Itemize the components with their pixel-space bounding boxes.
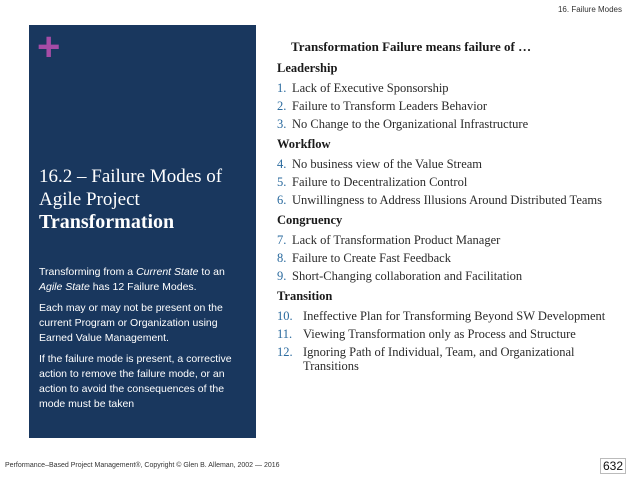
agile-state-term: Agile State [39,281,90,293]
plus-icon: + [37,25,61,69]
item-number: 5. [277,175,287,189]
item-number: 11. [277,327,293,341]
item-number: 6. [277,193,287,207]
list-item [277,117,622,131]
item-number: 4. [277,157,287,171]
item-text: Failure to Create Fast Feedback [292,251,451,265]
item-text: Failure to Transform Leaders Behavior [292,99,488,113]
group-title-workflow: Workflow [277,137,331,151]
failure-modes-list [277,38,622,377]
item-number: 9. [277,269,287,283]
text-run: to an [198,266,225,278]
item-number: 7. [277,233,287,247]
list-item [277,175,622,189]
item-number: 2. [277,99,287,113]
item-text: Short-Changing collaboration and Facilitation [292,269,523,283]
description-para-2: Each may or may not be present on the current Program or Organization using Earned Value Management. [39,302,223,344]
description [39,265,251,418]
list-item [277,99,622,113]
item-number: 8. [277,251,287,265]
list-item [277,193,622,207]
item-text: No business view of the Value Stream [292,157,483,171]
item-text: Ineffective Plan for Transforming Beyond SW Development [303,309,606,323]
item-number: 1. [277,81,287,95]
text-run: has 12 Failure Modes. [89,281,197,293]
group-title-congruency: Congruency [277,213,343,227]
list-item [277,269,622,283]
list-item [277,309,622,323]
current-state-term: Current State [136,266,199,278]
text-run: Transforming from a [39,266,137,278]
list-item [277,345,622,373]
slide-title-line: 16.2 – Failure Modes of Agile Project [39,166,223,210]
item-text: Lack of Executive Sponsorship [292,81,449,95]
description-para-1 [39,265,251,295]
footer-copyright: Performance–Based Project Management®, Copyright © Glen B. Alleman, 2002 — 2016 [5,462,280,469]
list-heading: Transformation Failure means failure of … [291,39,532,54]
item-text: Ignoring Path of Individual, Team, and Organizational Transitions [303,345,575,373]
description-para-3: If the failure mode is present, a corrective action to remove the failure mode, or an action to avoid the consequences of the mode must be taken [39,353,232,410]
item-text: Unwillingness to Address Illusions Around Distributed Teams [292,193,602,207]
item-text: No Change to the Organizational Infrastructure [292,117,529,131]
title-panel [29,25,256,438]
section-tag: 16. Failure Modes [557,5,622,14]
list-item [277,233,622,247]
list-item [277,251,622,265]
page-number: 632 [600,458,626,474]
list-item [277,327,622,341]
slide-title-bold: Transformation [39,211,175,233]
list-item [277,157,622,171]
group-title-transition: Transition [277,289,333,303]
item-number: 12. [277,345,293,359]
group-title-leadership: Leadership [277,61,338,75]
slide-title [39,165,249,234]
item-text: Viewing Transformation only as Process and Structure [303,327,576,341]
item-text: Lack of Transformation Product Manager [292,233,501,247]
list-item [277,81,622,95]
item-text: Failure to Decentralization Control [292,175,468,189]
item-number: 3. [277,117,287,131]
item-number: 10. [277,309,293,323]
